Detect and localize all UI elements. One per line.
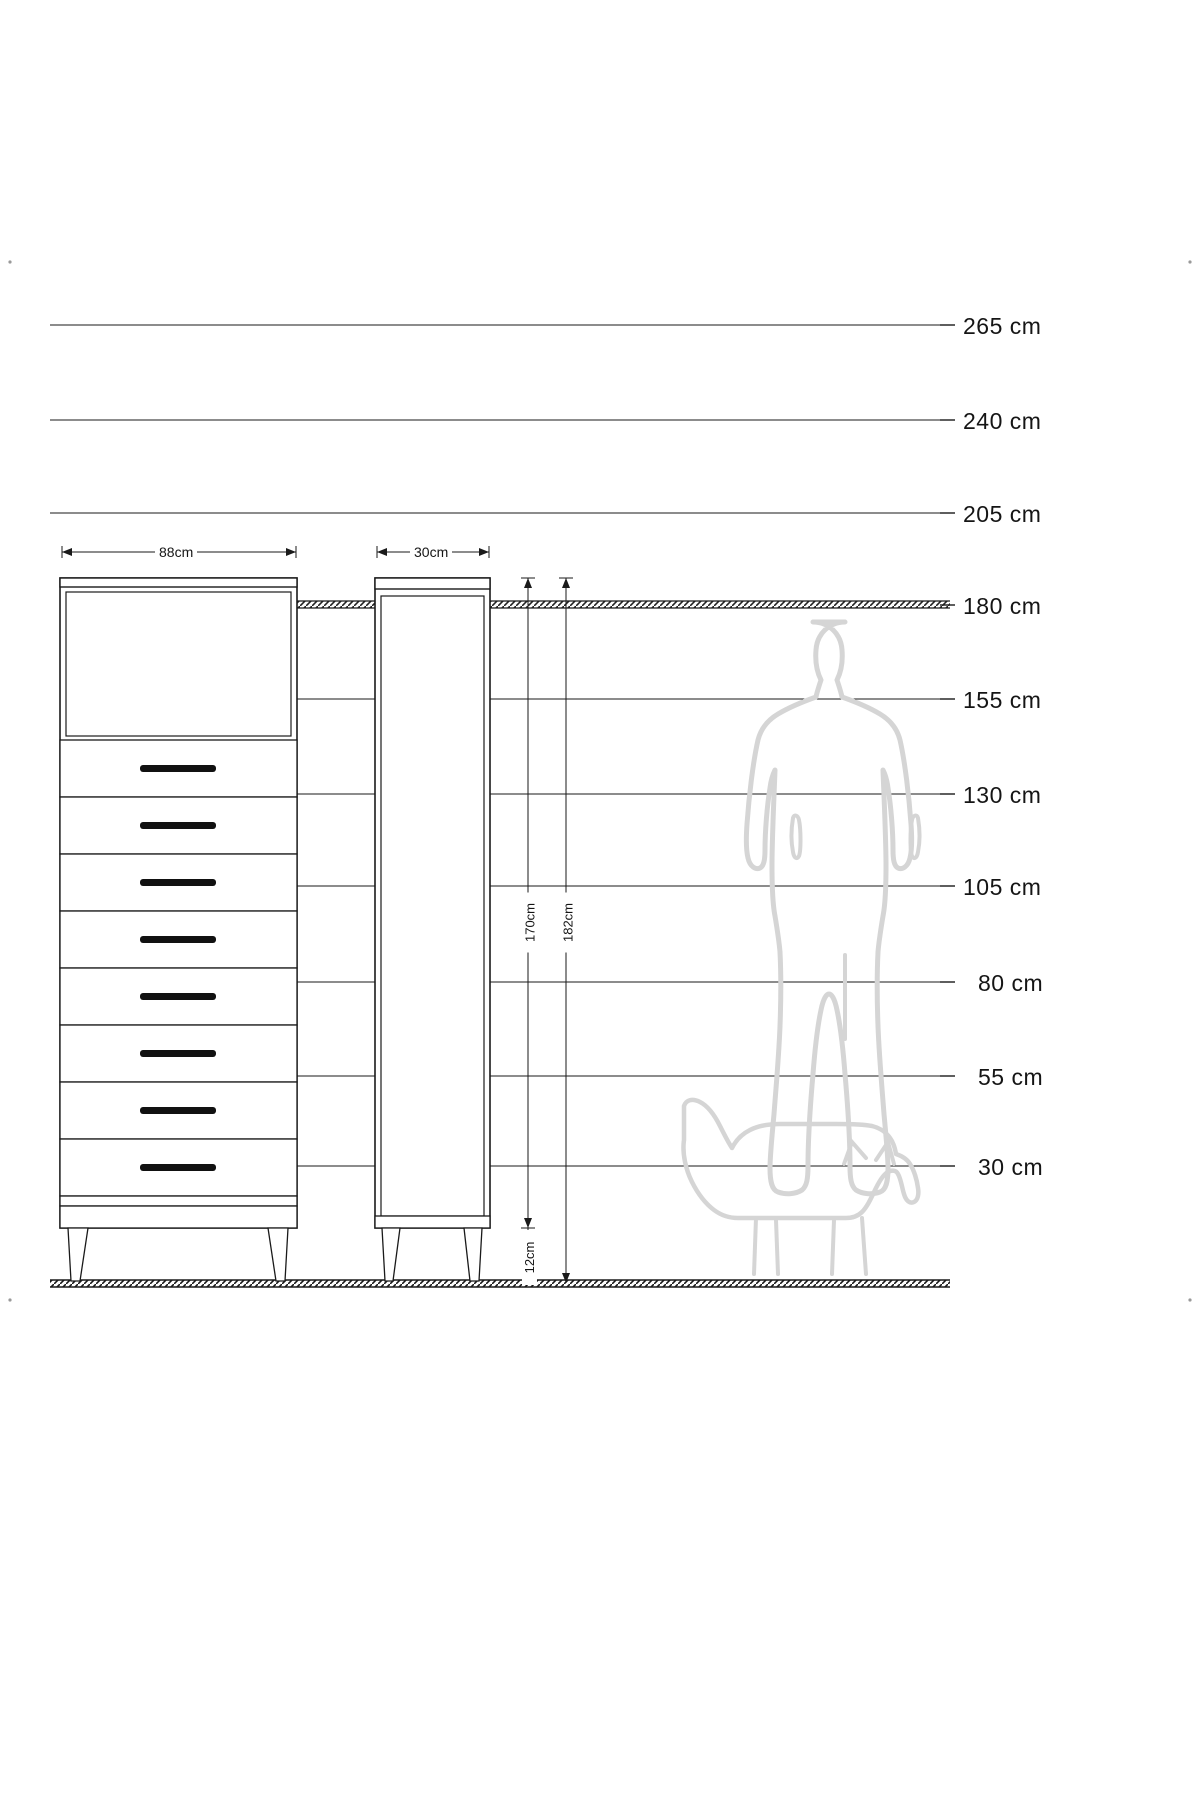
scale-label-105: 105 cm [963,874,1042,900]
vertical-dim-label-170: 170cm [523,893,538,953]
chest-legs [68,1228,288,1281]
cabinet-legs [382,1228,482,1281]
width-dim-label-30: 30cm [410,544,452,560]
scale-label-55: 55 cm [978,1064,1044,1090]
scale-label-265: 265 cm [963,313,1042,339]
human-silhouette [746,622,919,1194]
scale-label-240: 240 cm [963,408,1042,434]
scale-label-205: 205 cm [963,501,1042,527]
drawer-fronts [60,740,297,1196]
scale-label-80: 80 cm [978,970,1044,996]
scale-label-130: 130 cm [963,782,1042,808]
floor-line [50,1280,950,1287]
vertical-dim-label-12: 12cm [522,1230,537,1285]
scale-ticks [940,325,955,1166]
scale-label-155: 155 cm [963,687,1042,713]
width-dim-label-88: 88cm [155,544,197,560]
scale-label-30: 30 cm [978,1154,1044,1180]
scale-label-180: 180 cm [963,593,1042,619]
tall-chest-of-drawers[interactable] [60,578,297,1281]
vertical-dim-label-182: 182cm [561,893,576,953]
tall-narrow-cabinet[interactable] [375,578,490,1281]
